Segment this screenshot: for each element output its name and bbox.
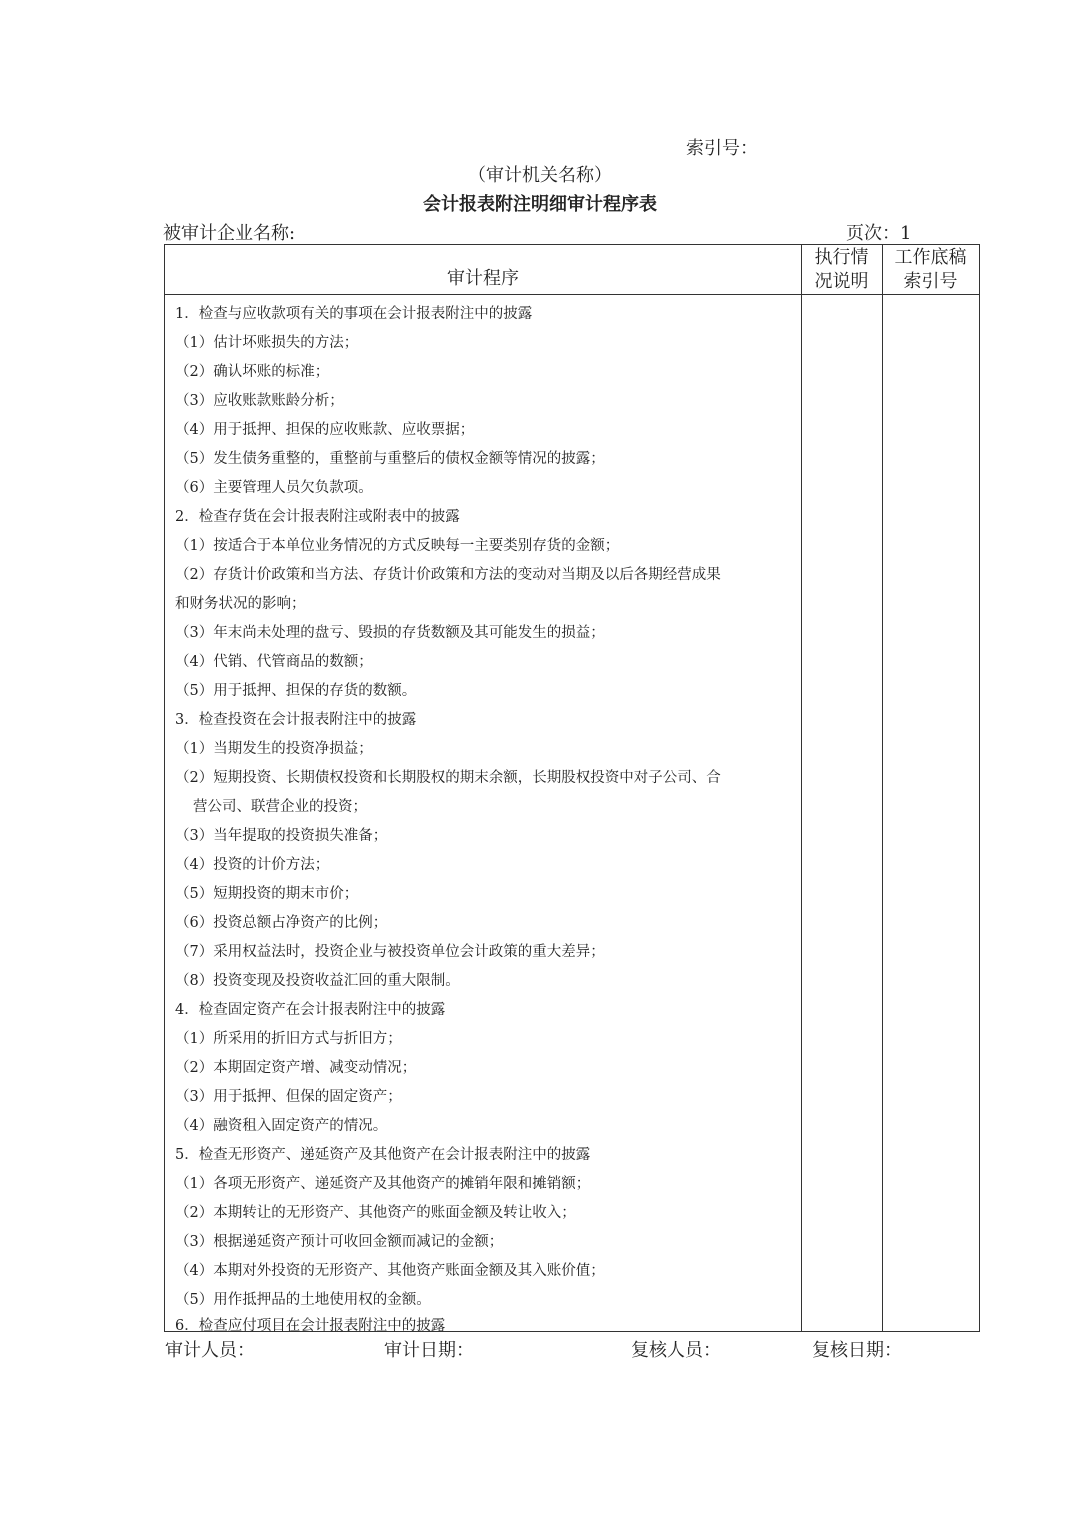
procedure-item: （2）短期投资、长期债权投资和长期股权的期末余额，长期股权投资中对子公司、合 — [175, 770, 721, 786]
procedure-item: （2）本期固定资产增、减变动情况； — [175, 1060, 417, 1076]
procedure-item: （4）本期对外投资的无形资产、其他资产账面金额及其入账价值； — [175, 1263, 605, 1279]
procedure-item: （7）采用权益法时，投资企业与被投资单位会计政策的重大差异； — [175, 944, 605, 960]
procedure-item: （1）所采用的折旧方式与折旧方； — [175, 1031, 402, 1047]
column-header-execution-line2: 况说明 — [814, 271, 869, 292]
procedure-item: （4）代销、代管商品的数额； — [175, 654, 373, 670]
procedure-item: （3）根据递延资产预计可收回金额而减记的金额； — [175, 1234, 504, 1250]
audit-org-name: （审计机关名称） — [468, 165, 612, 186]
procedure-item: （3）年末尚未处理的盘亏、毁损的存货数额及其可能发生的损益； — [175, 625, 605, 641]
auditor-label: 审计人员： — [165, 1340, 255, 1361]
procedure-item: 5．检查无形资产、递延资产及其他资产在会计报表附注中的披露 — [175, 1147, 591, 1163]
column-header-workpaper-ref — [882, 246, 979, 294]
form-title: 会计报表附注明细审计程序表 — [423, 194, 657, 215]
procedure-item: （5）短期投资的期末市价； — [175, 886, 359, 902]
column-header-execution-line1: 执行情 — [814, 247, 869, 268]
header-divider — [165, 294, 979, 295]
column-header-procedure: 审计程序 — [447, 268, 519, 289]
audit-date-label: 审计日期： — [384, 1340, 474, 1361]
procedure-item: （5）发生债务重整的，重整前与重整后的债权金额等情况的披露； — [175, 451, 605, 467]
procedure-item: （1）按适合于本单位业务情况的方式反映每一主要类别存货的金额； — [175, 538, 620, 554]
procedure-item: （2）确认坏账的标准； — [175, 364, 330, 380]
procedure-item: （6）主要管理人员欠负款项。 — [175, 480, 373, 496]
procedure-item: （4）融资租入固定资产的情况。 — [175, 1118, 388, 1134]
procedure-item: （1）各项无形资产、递延资产及其他资产的摊销年限和摊销额； — [175, 1176, 591, 1192]
column-divider — [882, 245, 883, 1331]
procedure-item: 2．检查存货在会计报表附注或附表中的披露 — [175, 509, 460, 525]
procedure-item: （3）当年提取的投资损失准备； — [175, 828, 388, 844]
procedure-item: 3．检查投资在会计报表附注中的披露 — [175, 712, 417, 728]
procedure-item: （5）用于抵押、担保的存货的数额。 — [175, 683, 417, 699]
procedure-item: （4）用于抵押、担保的应收账款、应收票据； — [175, 422, 475, 438]
procedure-item: 和财务状况的影响； — [175, 596, 306, 612]
procedure-item: （2）本期转让的无形资产、其他资产的账面金额及转让收入； — [175, 1205, 576, 1221]
column-header-workpaper-ref-line2: 索引号 — [903, 271, 958, 292]
audited-company-label: 被审计企业名称: — [163, 223, 296, 244]
procedure-item: （3）应收账款账龄分析； — [175, 393, 344, 409]
index-number-label: 索引号： — [686, 138, 758, 159]
procedure-item: 6．检查应付项目在会计报表附注中的披露 — [175, 1318, 446, 1334]
procedure-item: （1）当期发生的投资净损益； — [175, 741, 373, 757]
procedure-item: （8）投资变现及投资收益汇回的重大限制。 — [175, 973, 460, 989]
column-header-execution — [801, 246, 882, 294]
procedure-item: （2）存货计价政策和当方法、存货计价政策和方法的变动对当期及以后各期经营成果 — [175, 567, 721, 583]
procedure-item: （6）投资总额占净资产的比例； — [175, 915, 388, 931]
procedure-item: 1．检查与应收款项有关的事项在会计报表附注中的披露 — [175, 306, 533, 322]
procedure-item: 营公司、联营企业的投资； — [193, 799, 367, 815]
procedure-list — [165, 300, 801, 1337]
reviewer-label: 复核人员： — [631, 1340, 721, 1361]
page-number-label: 页次：1 — [846, 223, 912, 244]
audit-procedure-table — [164, 244, 980, 1332]
procedure-item: 4．检查固定资产在会计报表附注中的披露 — [175, 1002, 446, 1018]
review-date-label: 复核日期： — [812, 1340, 902, 1361]
column-divider — [801, 245, 802, 1331]
procedure-item: （1）估计坏账损失的方法； — [175, 335, 359, 351]
procedure-item: （5）用作抵押品的土地使用权的金额。 — [175, 1292, 431, 1308]
procedure-item: （4）投资的计价方法； — [175, 857, 330, 873]
procedure-item: （3）用于抵押、但保的固定资产； — [175, 1089, 402, 1105]
column-header-workpaper-ref-line1: 工作底稿 — [894, 247, 967, 268]
